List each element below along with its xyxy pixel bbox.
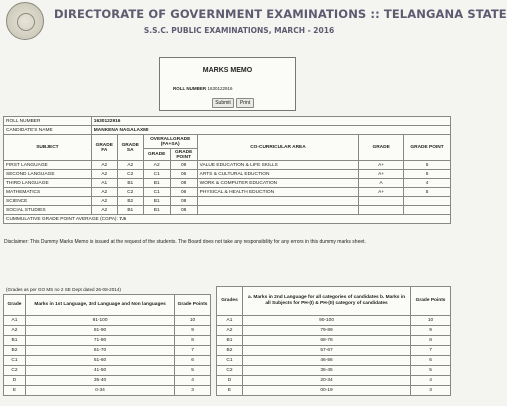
grade-points: 10 — [411, 316, 451, 326]
disclaimer-text: Disclaimer: This Dummy Marks Memo is issued at the request of the students. The Board does not take any responsibility for any errors in this dummy marks sheet. — [4, 239, 366, 245]
col-overall-grade: OVERALLGRADE (FA+SA) — [143, 135, 197, 149]
overall-grade: B1 — [143, 197, 170, 206]
grade: E — [217, 386, 243, 396]
cgpa-value: 7.5 — [119, 216, 126, 222]
col-subject: SUBJECT — [4, 135, 92, 161]
page-subtitle: S.S.C. PUBLIC EXAMINATIONS, MARCH - 2016 — [143, 26, 335, 35]
grade-point: 06 — [170, 170, 197, 179]
table-row — [4, 188, 451, 197]
grade: B1 — [217, 336, 243, 346]
grade-point: 08 — [170, 179, 197, 188]
co-grade-point: 5 — [404, 161, 451, 170]
grade-sa: B2 — [117, 197, 143, 206]
grade-points: 3 — [411, 386, 451, 396]
grade-points: 7 — [411, 346, 451, 356]
co-grade-point: 5 — [404, 170, 451, 179]
grade: E — [4, 386, 26, 396]
subject-name: SCIENCE — [4, 197, 92, 206]
overall-grade: C1 — [143, 188, 170, 197]
marks-range: 81-90 — [25, 326, 174, 336]
grade-points: 3 — [175, 386, 211, 396]
grade-fa: A2 — [91, 170, 117, 179]
roll-number-label: ROLL NUMBER — [173, 86, 207, 91]
grade: A2 — [4, 326, 26, 336]
marks-memo-form — [159, 57, 296, 111]
marks-range: 20-34 — [242, 376, 410, 386]
co-grade — [359, 206, 404, 215]
table-row — [217, 366, 451, 376]
table-row — [4, 366, 211, 376]
grade-point: 08 — [170, 206, 197, 215]
marks-range: 41-50 — [25, 366, 174, 376]
table-row — [4, 376, 211, 386]
grade: B1 — [4, 336, 26, 346]
marks-range: 00-19 — [242, 386, 410, 396]
grade-points: 6 — [411, 356, 451, 366]
grade: C2 — [4, 366, 26, 376]
memo-title: MARKS MEMO — [202, 67, 253, 74]
cocurricular-area — [197, 206, 359, 215]
grade-points: 9 — [175, 326, 211, 336]
table-row — [217, 326, 451, 336]
grade-sa: C2 — [117, 188, 143, 197]
table-row — [217, 346, 451, 356]
grade-sa: B1 — [117, 179, 143, 188]
cgpa-label: CUMMULATIVE GRADE POINT AVERAGE (CGPA): — [6, 216, 118, 222]
col-overall-grade-sub: GRADE — [143, 149, 170, 161]
subject-name: MATHEMATICS — [4, 188, 92, 197]
grade-scale-table-2 — [216, 286, 451, 396]
table-row — [4, 356, 211, 366]
col-marks: a. Marks in 2nd Language for all categories of candidates b. Marks in all Subjects for PH-(I) & PH-(II) category of candidates — [242, 287, 410, 316]
subject-name: FIRST LANGUAGE — [4, 161, 92, 170]
col-grade-points: Grade Points — [411, 287, 451, 316]
grade-points: 5 — [175, 366, 211, 376]
grade: C1 — [4, 356, 26, 366]
col-grade: Grade — [4, 295, 26, 316]
table-row — [4, 336, 211, 346]
grade-points: 8 — [411, 336, 451, 346]
grade-point: 09 — [170, 161, 197, 170]
table-row — [217, 316, 451, 326]
table-row — [217, 356, 451, 366]
table-row — [217, 376, 451, 386]
grade-fa: A2 — [91, 188, 117, 197]
table-row — [4, 326, 211, 336]
cgpa-line — [4, 215, 451, 224]
table-row — [4, 179, 451, 188]
col-cocurricular-area: CO-CURRICULAR AREA — [197, 135, 359, 161]
overall-grade: B1 — [143, 206, 170, 215]
marks-range: 46-56 — [242, 356, 410, 366]
subject-name: THIRD LANGUAGE — [4, 179, 92, 188]
grade-fa: A2 — [91, 197, 117, 206]
table-row — [4, 386, 211, 396]
co-grade — [359, 197, 404, 206]
co-grade: A — [359, 179, 404, 188]
submit-button[interactable]: Submit — [212, 98, 234, 108]
marks-range: 79-89 — [242, 326, 410, 336]
col-grades: Grades — [217, 287, 243, 316]
marks-range: 57-67 — [242, 346, 410, 356]
marks-range: 35-45 — [242, 366, 410, 376]
marks-range: 61-70 — [25, 346, 174, 356]
overall-grade: A2 — [143, 161, 170, 170]
grade-points: 7 — [175, 346, 211, 356]
table-row — [4, 206, 451, 215]
grade-points: 4 — [411, 376, 451, 386]
table-row — [4, 316, 211, 326]
table-row — [217, 336, 451, 346]
page-title: DIRECTORATE OF GOVERNMENT EXAMINATIONS :: TELANGANA STATE — [54, 7, 507, 21]
grade-fa: A2 — [91, 161, 117, 170]
marks-range: 91-100 — [25, 316, 174, 326]
grade: D — [4, 376, 26, 386]
co-grade-point: 4 — [404, 179, 451, 188]
grade: B2 — [4, 346, 26, 356]
grade-sa: A2 — [117, 161, 143, 170]
grade: C1 — [217, 356, 243, 366]
roll-number-value: 1630122916 — [207, 86, 233, 91]
col-co-grade-point: GRADE POINT — [404, 135, 451, 161]
cocurricular-area: WORK & COMPUTER EDUCATION — [197, 179, 359, 188]
state-emblem-logo — [6, 2, 44, 40]
table-row — [4, 197, 451, 206]
marks-range: 51-60 — [25, 356, 174, 366]
grade-fa: A1 — [91, 179, 117, 188]
marks-range: 0-34 — [25, 386, 174, 396]
co-grade-point — [404, 206, 451, 215]
page-header — [0, 0, 507, 44]
grade-fa: A2 — [91, 206, 117, 215]
table-row — [4, 170, 451, 179]
grade-points: 9 — [411, 326, 451, 336]
grade-sa: C2 — [117, 170, 143, 179]
roll-number-label: ROLL NUMBER — [4, 117, 92, 126]
table-row — [4, 161, 451, 170]
col-marks: Marks in 1st Language, 3rd Language and Non languages — [25, 295, 174, 316]
grade-scale-table-1 — [3, 294, 211, 396]
cocurricular-area — [197, 197, 359, 206]
co-grade: A+ — [359, 161, 404, 170]
grade-points: 5 — [411, 366, 451, 376]
overall-grade: C1 — [143, 170, 170, 179]
co-grade-point: 5 — [404, 188, 451, 197]
grade-points: 8 — [175, 336, 211, 346]
subject-name: SOCIAL STUDIES — [4, 206, 92, 215]
co-grade-point — [404, 197, 451, 206]
table-row — [4, 346, 211, 356]
col-co-grade: GRADE — [359, 135, 404, 161]
marks-table — [3, 116, 451, 224]
col-overall-grade-point: GRADE POINT — [170, 149, 197, 161]
marks-range: 68-78 — [242, 336, 410, 346]
candidate-name-label: CANDIDATE'S NAME — [4, 126, 92, 135]
grade-point: 08 — [170, 197, 197, 206]
marks-range: 71-80 — [25, 336, 174, 346]
grade: B2 — [217, 346, 243, 356]
grade-sa: B1 — [117, 206, 143, 215]
grades-note: (Grades as per GO MS no 2 SE Dept dated 26-08-2014) — [6, 287, 121, 292]
grade: C2 — [217, 366, 243, 376]
marks-range: 90-100 — [242, 316, 410, 326]
candidate-name-value: MANKENA NAGALAXMI — [91, 126, 450, 135]
grade-points: 4 — [175, 376, 211, 386]
print-button[interactable]: Print — [236, 98, 254, 108]
marks-range: 35-40 — [25, 376, 174, 386]
roll-number-line — [173, 86, 232, 91]
col-grade-sa: GRADE SA — [117, 135, 143, 161]
table-row — [217, 386, 451, 396]
col-grade-fa: GRADE FA — [91, 135, 117, 161]
grade: D — [217, 376, 243, 386]
co-grade: A+ — [359, 188, 404, 197]
cocurricular-area: ARTS & CULTURAL EDUCTION — [197, 170, 359, 179]
overall-grade: B1 — [143, 179, 170, 188]
grade-points: 6 — [175, 356, 211, 366]
roll-number-value: 1630122916 — [91, 117, 450, 126]
grade: A2 — [217, 326, 243, 336]
grade-points: 10 — [175, 316, 211, 326]
subject-name: SECOND LANGUAGE — [4, 170, 92, 179]
grade-point: 06 — [170, 188, 197, 197]
grade: A1 — [4, 316, 26, 326]
cocurricular-area: PHYSICAL & HEALTH EDUCTION — [197, 188, 359, 197]
grade: A1 — [217, 316, 243, 326]
co-grade: A+ — [359, 170, 404, 179]
col-grade-points: Grade Points — [175, 295, 211, 316]
cocurricular-area: VALUE EDUCATION & LIFE SKILLS — [197, 161, 359, 170]
